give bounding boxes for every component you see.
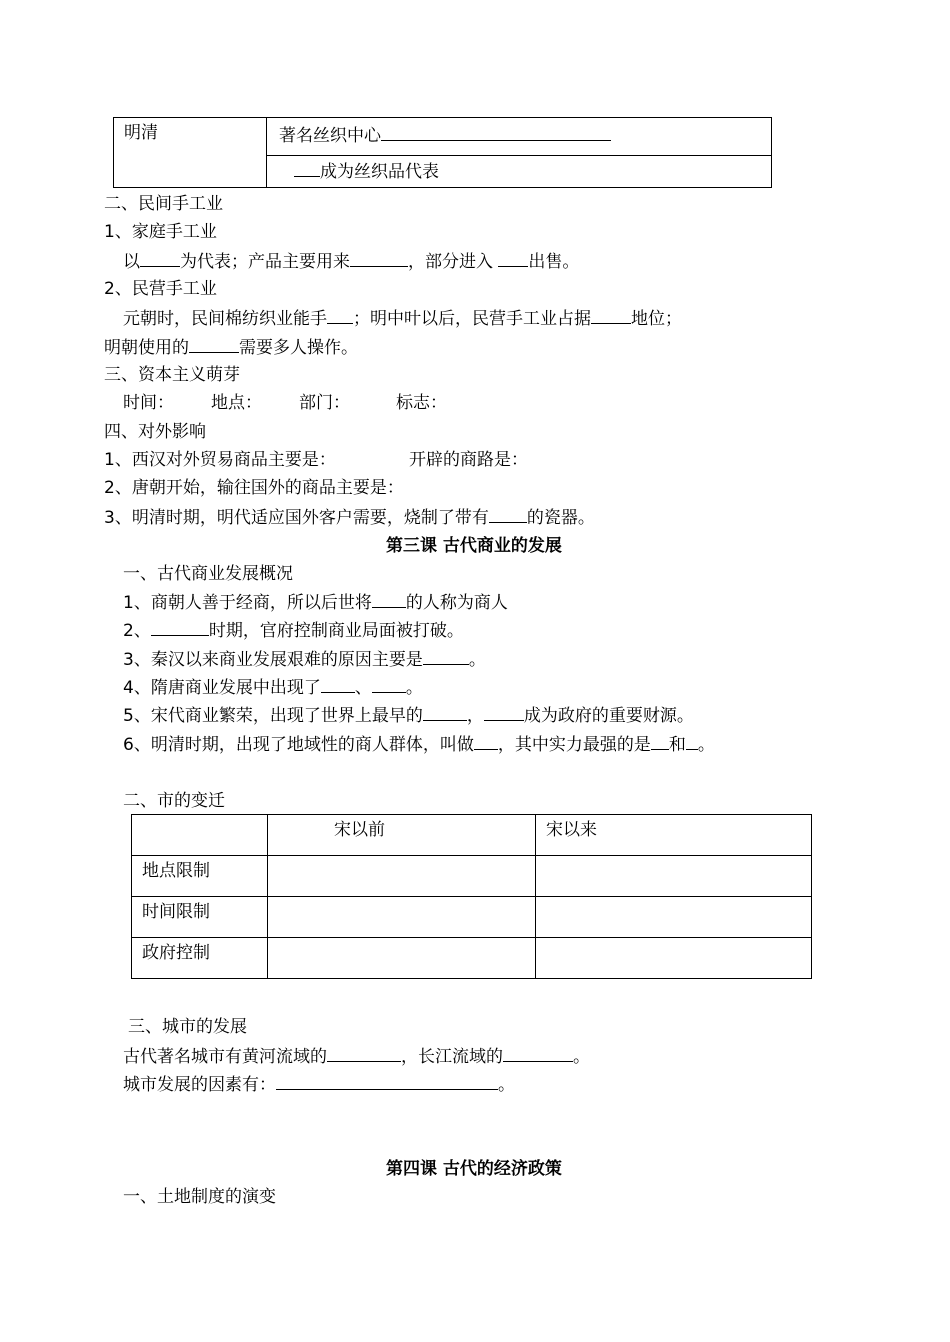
table-cell[interactable]: [536, 856, 812, 897]
trade-route: 开辟的商路是：: [409, 450, 528, 470]
table-row-label: 政府控制: [132, 938, 268, 979]
table-row-label: 时间限制: [132, 897, 268, 938]
question-6: [123, 733, 715, 756]
text: 3、明清时期，明代适应国外客户需要，烧制了带有: [104, 508, 489, 528]
blank[interactable]: [423, 648, 469, 665]
household-line: [123, 250, 579, 273]
silk-center-row: [279, 124, 611, 147]
table-row: [132, 815, 812, 856]
section-heading: 四、对外影响: [104, 422, 206, 442]
text: 1、商朝人善于经商，所以后世将: [123, 593, 372, 613]
question-3: [123, 648, 486, 671]
text: 3、秦汉以来商业发展艰难的原因主要是: [123, 650, 423, 670]
text: 2、: [123, 621, 151, 641]
top-table: [113, 117, 772, 188]
text: 、: [354, 678, 372, 698]
text: ，部分进入: [408, 252, 493, 272]
text: 的瓷器。: [526, 508, 595, 528]
table-row-label: 地点限制: [132, 856, 268, 897]
sign-label: 标志：: [396, 393, 447, 413]
item-title: 2、民营手工业: [104, 279, 217, 299]
question-1: [123, 591, 508, 614]
text: 。: [573, 1047, 590, 1067]
city-line: [123, 1045, 590, 1068]
table-row: [132, 938, 812, 979]
text: ，其中实力最强的是: [497, 735, 651, 755]
factor-line: [123, 1073, 515, 1096]
text: 。: [498, 1075, 515, 1095]
market-table: [131, 814, 812, 979]
blank[interactable]: [423, 704, 467, 721]
text: 时期，官府控制商业局面被打破。: [208, 621, 464, 641]
table-cell[interactable]: [268, 856, 536, 897]
section-heading: 一、土地制度的演变: [123, 1187, 276, 1207]
text: 的人称为商人: [405, 593, 508, 613]
blank[interactable]: [189, 336, 239, 353]
text: 。: [697, 735, 715, 755]
text: 为代表；产品主要用来: [180, 252, 350, 272]
table-cell[interactable]: [536, 897, 812, 938]
section-heading: 二、市的变迁: [123, 791, 225, 811]
tang-exports: 2、唐朝开始，输往国外的商品主要是：: [104, 478, 404, 498]
ming-porcelain: [104, 506, 595, 529]
text: 4、隋唐商业发展中出现了: [123, 678, 321, 698]
text: ，: [466, 706, 484, 726]
blank[interactable]: [276, 1073, 498, 1090]
table-row: [132, 897, 812, 938]
dept-label: 部门：: [299, 393, 350, 413]
section-heading: 二、民间手工业: [104, 194, 223, 214]
text: 。: [468, 650, 486, 670]
blank[interactable]: [503, 1045, 573, 1062]
table-cell[interactable]: [268, 938, 536, 979]
blank[interactable]: [484, 704, 524, 721]
blank[interactable]: [591, 307, 631, 324]
blank[interactable]: [381, 124, 611, 141]
item-title: 1、家庭手工业: [104, 222, 217, 242]
section-heading: 三、城市的发展: [128, 1017, 247, 1037]
text: ；明中叶以后，民营手工业占据: [353, 309, 591, 329]
text: ，长江流域的: [401, 1047, 503, 1067]
table-divider: [266, 155, 771, 156]
blank[interactable]: [151, 619, 209, 636]
blank[interactable]: [327, 1045, 401, 1062]
question-5: [123, 704, 694, 727]
private-line-2: [104, 336, 358, 359]
table-header-cell: [132, 815, 268, 856]
text: 元朝时，民间棉纺织业能手: [123, 309, 327, 329]
text: 以: [123, 252, 140, 272]
table-header-cell: 宋以前: [268, 815, 536, 856]
section-heading: 三、资本主义萌芽: [104, 365, 240, 385]
blank[interactable]: [140, 250, 180, 267]
text: 成为政府的重要财源。: [523, 706, 694, 726]
silk-product-label: 成为丝织品代表: [320, 162, 439, 182]
private-line-1: [123, 307, 682, 330]
blank[interactable]: [489, 506, 527, 523]
question-4: [123, 676, 423, 699]
text: 明朝使用的: [104, 338, 189, 358]
silk-product-row: [294, 160, 439, 183]
silk-center-label: 著名丝织中心: [279, 126, 381, 146]
blank[interactable]: [651, 733, 669, 750]
table-row: [132, 856, 812, 897]
period-cell: 明清: [124, 123, 158, 143]
time-label: 时间：: [123, 393, 174, 413]
lesson-title: 第四课 古代的经济政策: [386, 1159, 562, 1179]
blank[interactable]: [372, 676, 406, 693]
text: 和: [668, 735, 686, 755]
question-2: [123, 619, 464, 642]
blank[interactable]: [372, 591, 406, 608]
text: 出售。: [528, 252, 580, 272]
text: 古代著名城市有黄河流域的: [123, 1047, 327, 1067]
blank[interactable]: [321, 676, 355, 693]
blank[interactable]: [686, 733, 698, 750]
text: 需要多人操作。: [239, 338, 358, 358]
text: 6、明清时期，出现了地域性的商人群体，叫做: [123, 735, 474, 755]
lesson-title: 第三课 古代商业的发展: [386, 536, 562, 556]
table-divider: [266, 118, 267, 187]
text: 地位；: [631, 309, 682, 329]
trade-goods: 1、西汉对外贸易商品主要是：: [104, 450, 336, 470]
place-label: 地点：: [211, 393, 262, 413]
section-heading: 一、古代商业发展概况: [123, 564, 293, 584]
blank[interactable]: [474, 733, 498, 750]
table-cell[interactable]: [536, 938, 812, 979]
text: 。: [405, 678, 423, 698]
text: 5、宋代商业繁荣，出现了世界上最早的: [123, 706, 423, 726]
blank[interactable]: [294, 160, 320, 177]
blank[interactable]: [350, 250, 408, 267]
blank[interactable]: [498, 250, 528, 267]
text: 城市发展的因素有：: [123, 1075, 276, 1095]
table-header-cell: 宋以来: [536, 815, 812, 856]
table-cell[interactable]: [268, 897, 536, 938]
blank[interactable]: [327, 307, 353, 324]
